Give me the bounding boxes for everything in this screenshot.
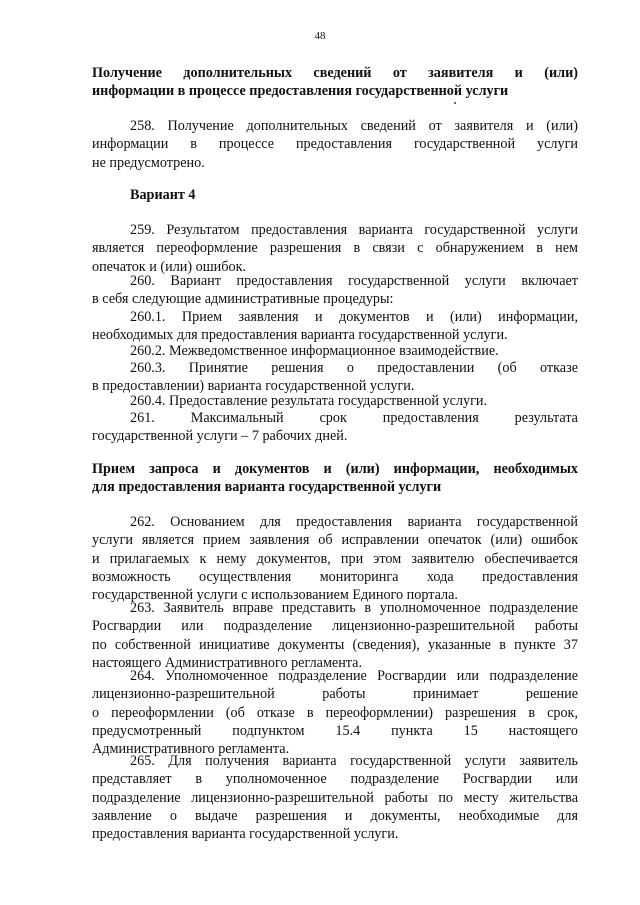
text-line: 258. Получение дополнительных сведений от заявителя и (или): [130, 118, 578, 134]
page-number: 48: [314, 30, 326, 42]
variant-heading: Вариант 4: [130, 187, 196, 203]
text-line: 260.3. Принятие решения о предоставлении (об отказе: [130, 360, 578, 376]
paragraph-260-3: [92, 359, 578, 396]
text-line: государственной услуги – 7 рабочих дней.: [92, 428, 348, 445]
text-line: государственной услуги с использованием Единого портала.: [92, 587, 458, 604]
text-line: лицензионно-разрешительной работы принимает решение: [92, 686, 578, 703]
text-line: о переоформлении (об отказе в переоформлении) разрешения в срок,: [92, 704, 578, 721]
text-line: настоящего Административного регламента.: [92, 654, 363, 671]
text-line: 260.1. Прием заявления и документов и (или) информации,: [130, 309, 578, 325]
text-line: 259. Результатом предоставления варианта государственной услуги: [130, 222, 578, 238]
text-line: 264. Уполномоченное подразделение Росгвардии или подразделение: [130, 668, 578, 684]
section-heading-additional-info: [92, 64, 578, 100]
heading-line: Прием запроса и документов и (или) информации, необходимых: [92, 461, 578, 477]
text-line: предоставления варианта государственной услуги.: [92, 826, 399, 843]
paragraph-258: [92, 117, 578, 172]
paragraph-260-4: [92, 392, 578, 410]
paragraph-259: [92, 221, 578, 276]
section-heading-request-acceptance: [92, 460, 578, 496]
text-line: не предусмотрено.: [92, 154, 205, 171]
heading-line: Получение дополнительных сведений от заявителя и (или): [92, 65, 578, 81]
text-line: является переоформление разрешения в связи с обнаружением в нем: [92, 240, 578, 257]
paragraph-261: [92, 409, 578, 446]
paragraph-260-1: [92, 308, 578, 345]
text-line: 261. Максимальный срок предоставления результата: [130, 410, 578, 426]
text-line: Административного регламента.: [92, 741, 290, 758]
text-line: и прилагаемых к нему документов, при этом заявителю обеспечивается: [92, 550, 578, 567]
text-line: предусмотренный подпунктом 15.4 пункта 15 настоящего: [92, 722, 578, 739]
text-line: услуги является прием заявления об исправлении опечаток (или) ошибок: [92, 532, 578, 549]
paragraph-263: [92, 599, 578, 672]
text-line: необходимых для предоставления варианта государственной услуги.: [92, 327, 508, 344]
text-line: возможность осуществления мониторинга хода предоставления: [92, 568, 578, 585]
scan-speck: [454, 102, 456, 104]
text-line: опечаток и (или) ошибок.: [92, 258, 247, 275]
text-line: 265. Для получения варианта государственной услуги заявитель: [130, 753, 578, 769]
text-line: информации в процессе предоставления государственной услуги: [92, 136, 578, 153]
text-line: 260.4. Предоставление результата государственной услуги.: [130, 393, 488, 409]
text-line: в себя следующие административные процедуры:: [92, 291, 394, 308]
text-line: 260. Вариант предоставления государственной услуги включает: [130, 273, 578, 289]
text-line: 262. Основанием для предоставления варианта государственной: [130, 514, 578, 530]
text-line: 263. Заявитель вправе представить в уполномоченное подразделение: [130, 600, 578, 616]
paragraph-265: [92, 752, 578, 843]
text-line: Росгвардии или подразделение лицензионно-разрешительной работы: [92, 618, 578, 635]
text-line: представляет в уполномоченное подразделение Росгвардии или: [92, 771, 578, 788]
paragraph-264: [92, 667, 578, 758]
text-line: в предоставлении) варианта государственной услуги.: [92, 378, 415, 395]
text-line: заявление о выдаче разрешения и документы, необходимые для: [92, 807, 578, 824]
text-line: по собственной инициативе документы (сведения), указанные в пункте 37: [92, 636, 578, 653]
text-line: подразделение лицензионно-разрешительной работы по месту жительства: [92, 789, 578, 806]
paragraph-262: [92, 513, 578, 604]
heading-line: информации в процессе предоставления государственной услуги: [92, 83, 509, 99]
paragraph-260: [92, 272, 578, 309]
paragraph-260-2: [92, 342, 578, 360]
text-line: 260.2. Межведомственное информационное взаимодействие.: [130, 343, 499, 359]
heading-line: для предоставления варианта государственной услуги: [92, 479, 442, 495]
